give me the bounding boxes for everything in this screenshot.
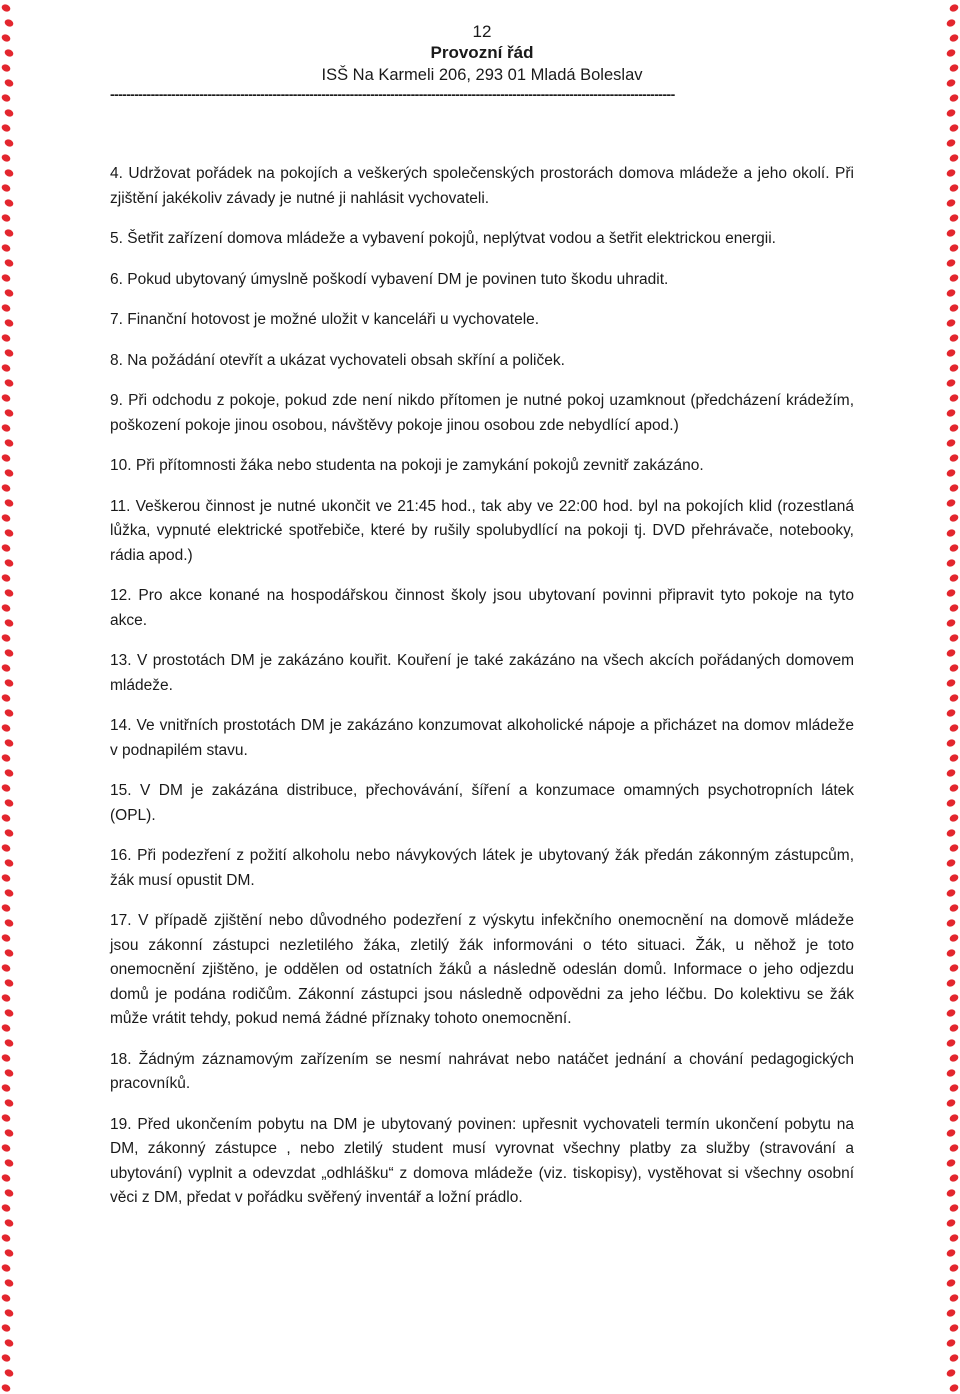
rule-item: 13. V prostotách DM je zakázáno kouřit. Kouření je také zakázáno na všech akcích pořádaných domovem mládeže. xyxy=(110,652,854,694)
rule-item: 14. Ve vnitřních prostotách DM je zakázáno konzumovat alkoholické nápoje a přicházet na domov mládeže v podnapilém stavu. xyxy=(110,717,854,759)
rule-item: 8. Na požádání otevřít a ukázat vychovateli obsah skříní a poliček. xyxy=(110,351,565,369)
rule-item: 12. Pro akce konané na hospodářskou činnost školy jsou ubytovaní povinni připravit tyto pokoje na tyto akce. xyxy=(110,587,854,629)
school-address: ISŠ Na Karmeli 206, 293 01 Mladá Boleslav xyxy=(321,66,643,84)
document-title: Provozní řád xyxy=(430,43,534,62)
rule-item: 16. Při podezření z požití alkoholu nebo návykových látek je ubytovaný žák předán zákonným zástupcům, žák musí opustit DM. xyxy=(110,847,854,889)
rule-item: 11. Veškerou činnost je nutné ukončit ve 21:45 hod., tak aby ve 22:00 hod. byl na pokojích klid (rozestlaná lůžka, vypnuté elektrické spotřebiče, které by rušily spolubydlící na pokoji tj. DVD přehrávače, notebooky, rádia apod.) xyxy=(110,497,854,564)
rule-item: 5. Šetřit zařízení domova mládeže a vybavení pokojů, neplýtvat vodou a šetřit elektrickou energii. xyxy=(110,230,776,247)
header-separator: ------------------------------------------------------------------------------------------------------------------------------------------- xyxy=(110,86,675,102)
page-header xyxy=(110,0,854,102)
rule-item: 10. Při přítomnosti žáka nebo studenta na pokoji je zamykání pokojů zevnitř zakázáno. xyxy=(110,457,704,474)
rule-item: 15. V DM je zakázána distribuce, přechovávání, šíření a konzumace omamných psychotropních látek (OPL). xyxy=(110,782,854,824)
rule-item: 18. Žádným záznamovým zařízením se nesmí nahrávat nebo natáčet jednání a chování pedagogických pracovníků. xyxy=(110,1050,854,1092)
rules-list xyxy=(110,162,854,1227)
rule-item: 9. Při odchodu z pokoje, pokud zde není nikdo přítomen je nutné pokoj uzamknout (předcházení krádežím, poškození pokoje jinou osobou, návštěvy pokoje jinou osobou zde nebydlící apod.) xyxy=(110,392,854,434)
document-page xyxy=(110,0,854,1206)
page-number: 12 xyxy=(472,22,492,41)
rule-item: 6. Pokud ubytovaný úmyslně poškodí vybavení DM je povinen tuto škodu uhradit. xyxy=(110,270,669,288)
rule-item: 4. Udržovat pořádek na pokojích a veškerých společenských prostorách domova mládeže a jeho okolí. Při zjištění jakékoliv závady je nutné ji nahlásit vychovateli. xyxy=(110,165,854,207)
rule-item: 17. V případě zjištění nebo důvodného podezření z výskytu infekčního onemocnění na domově mládeže jsou zákonní zástupci nezletilého žáka, zletilý žák informováni o této situaci. Žák, u něhož je toto onemocnění zjištěno, je oddělen od ostatních žáků a následně odeslán domů. Informace o jeho odjezdu domů je podána rodičům. Zákonní zástupci jsou následně odpovědni za jeho léčbu. Do kolektivu se žák může vrátit tehdy, pokud nemá žádné příznaky tohoto onemocnění. xyxy=(110,912,854,1027)
rule-item: 7. Finanční hotovost je možné uložit v kanceláři u vychovatele. xyxy=(110,311,540,328)
rule-item: 19. Před ukončením pobytu na DM je ubytovaný povinen: upřesnit vychovateli termín ukončení pobytu na DM, zákonný zástupce , nebo zletilý student musí vyrovnat všechny platby za služby (stravování a ubytování) vyplnit a odevzdat „odhlášku“ z domova mládeže (viz. tiskopisy), vystěhovat si všechny osobní věci z DM, předat v pořádku svěřený inventář a ložní prádlo. xyxy=(110,1115,854,1206)
